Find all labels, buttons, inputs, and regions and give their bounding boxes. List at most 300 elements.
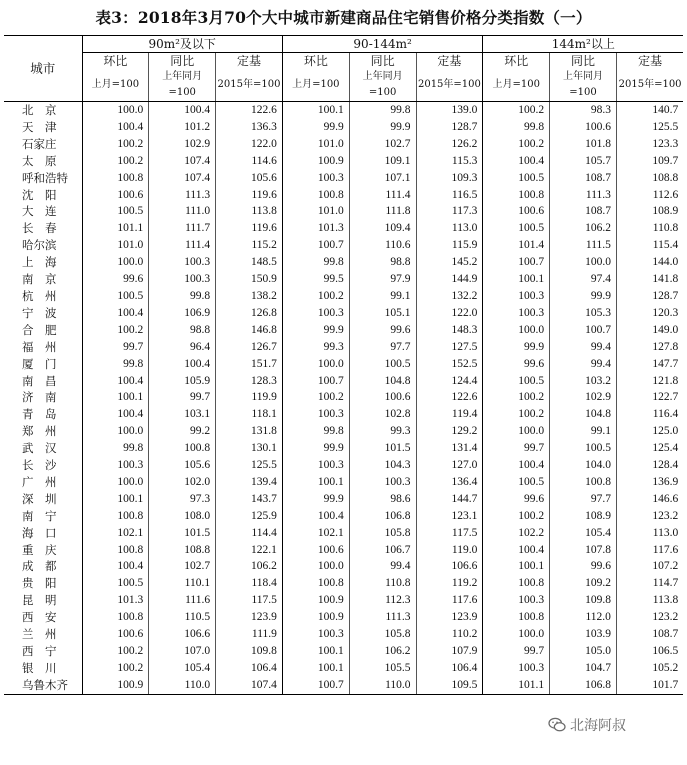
index-value: 107.8 [550, 542, 617, 559]
index-value: 123.1 [416, 508, 483, 525]
index-value: 118.1 [216, 406, 283, 423]
city-name: 北 京 [22, 103, 57, 117]
index-value: 150.9 [216, 271, 283, 288]
table-row [4, 373, 683, 390]
index-value: 101.2 [149, 119, 216, 136]
index-value: 131.8 [216, 423, 283, 440]
index-value: 100.0 [483, 322, 550, 339]
index-value: 152.5 [416, 356, 483, 373]
index-value: 100.5 [550, 440, 617, 457]
index-value: 128.4 [616, 457, 683, 474]
index-value: 138.2 [216, 288, 283, 305]
index-value: 102.8 [349, 406, 416, 423]
index-value: 117.6 [416, 592, 483, 609]
index-value: 125.5 [616, 119, 683, 136]
index-value: 100.8 [82, 542, 149, 559]
index-value: 99.1 [349, 288, 416, 305]
index-value: 100.2 [483, 136, 550, 153]
index-value: 102.1 [82, 525, 149, 542]
index-value: 111.4 [349, 187, 416, 204]
index-value: 110.0 [349, 677, 416, 694]
index-value: 112.0 [550, 609, 617, 626]
index-value: 119.4 [416, 406, 483, 423]
index-value: 136.9 [616, 474, 683, 491]
city-name: 厦 门 [22, 356, 57, 371]
table-row [4, 592, 683, 609]
index-value: 98.8 [349, 254, 416, 271]
index-value: 110.1 [149, 575, 216, 592]
index-value: 108.8 [616, 170, 683, 187]
city-name: 哈尔滨 [22, 238, 57, 253]
index-value: 100.3 [483, 660, 550, 677]
table-row [4, 203, 683, 220]
city-name: 银 川 [22, 660, 57, 675]
index-value: 101.8 [550, 136, 617, 153]
index-value: 139.4 [216, 474, 283, 491]
index-value: 128.3 [216, 373, 283, 390]
index-value: 144.9 [416, 271, 483, 288]
index-value: 108.7 [550, 203, 617, 220]
index-value: 96.4 [149, 339, 216, 356]
index-value: 100.7 [282, 373, 349, 390]
index-value: 111.4 [149, 237, 216, 254]
index-value: 103.2 [550, 373, 617, 390]
index-value: 101.0 [82, 237, 149, 254]
index-value: 101.1 [82, 220, 149, 237]
index-value: 106.2 [550, 220, 617, 237]
index-value: 123.9 [216, 609, 283, 626]
table-row [4, 288, 683, 305]
index-value: 126.8 [216, 305, 283, 322]
index-value: 98.3 [550, 102, 617, 119]
index-value: 105.9 [149, 373, 216, 390]
index-value: 100.9 [282, 592, 349, 609]
index-value: 127.5 [416, 339, 483, 356]
table-row [4, 474, 683, 491]
index-value: 128.7 [616, 288, 683, 305]
index-value: 100.3 [149, 271, 216, 288]
table-body [4, 102, 683, 695]
index-value: 100.3 [349, 474, 416, 491]
index-value: 146.6 [616, 491, 683, 508]
index-value: 108.8 [149, 542, 216, 559]
index-value: 112.3 [349, 592, 416, 609]
city-name: 深 圳 [22, 491, 57, 506]
city-name: 宁 波 [22, 305, 57, 320]
index-value: 99.8 [82, 356, 149, 373]
index-value: 115.3 [416, 153, 483, 170]
city-name: 南 宁 [22, 508, 57, 523]
subcol-header: 同比 [349, 53, 416, 70]
index-value: 117.5 [216, 592, 283, 609]
index-value: 136.3 [216, 119, 283, 136]
index-value: 100.3 [149, 254, 216, 271]
index-value: 101.4 [483, 237, 550, 254]
index-value: 99.9 [282, 119, 349, 136]
index-value: 141.8 [616, 271, 683, 288]
index-value: 99.6 [483, 356, 550, 373]
index-value: 99.8 [483, 119, 550, 136]
index-value: 100.7 [282, 677, 349, 694]
index-value: 112.6 [616, 187, 683, 204]
index-value: 97.7 [349, 339, 416, 356]
index-value: 100.1 [282, 102, 349, 119]
index-value: 100.5 [483, 170, 550, 187]
index-value: 148.5 [216, 254, 283, 271]
index-value: 100.8 [483, 609, 550, 626]
index-value: 100.2 [82, 322, 149, 339]
index-value: 110.5 [149, 609, 216, 626]
index-value: 100.2 [483, 406, 550, 423]
subcol-header: 同比 [149, 53, 216, 70]
city-name: 海 口 [22, 525, 57, 540]
index-value: 123.2 [616, 508, 683, 525]
index-value: 125.9 [216, 508, 283, 525]
index-value: 105.2 [616, 660, 683, 677]
index-value: 100.3 [483, 592, 550, 609]
index-value: 100.9 [82, 677, 149, 694]
table-row [4, 220, 683, 237]
base-header: 上年同月=100 [149, 69, 216, 102]
city-name: 西 宁 [22, 644, 57, 658]
index-value: 99.6 [483, 491, 550, 508]
index-value: 126.2 [416, 136, 483, 153]
index-value: 101.1 [483, 677, 550, 694]
index-value: 99.8 [349, 102, 416, 119]
index-value: 100.3 [82, 457, 149, 474]
index-value: 109.8 [216, 643, 283, 660]
index-value: 125.0 [616, 423, 683, 440]
index-value: 107.4 [149, 153, 216, 170]
index-value: 105.6 [149, 457, 216, 474]
index-value: 113.0 [616, 525, 683, 542]
index-value: 143.7 [216, 491, 283, 508]
index-value: 110.2 [416, 626, 483, 643]
subcol-header: 定基 [216, 53, 283, 70]
base-header: 上月=100 [483, 69, 550, 102]
index-value: 122.1 [216, 542, 283, 559]
index-value: 109.3 [416, 170, 483, 187]
index-value: 119.0 [416, 542, 483, 559]
city-name: 上 海 [22, 255, 57, 270]
index-value: 140.7 [616, 102, 683, 119]
index-value: 100.1 [282, 643, 349, 660]
index-value: 100.3 [483, 305, 550, 322]
index-value: 100.8 [550, 474, 617, 491]
city-name: 青 岛 [22, 407, 57, 422]
table-row [4, 406, 683, 423]
index-value: 119.6 [216, 187, 283, 204]
index-value: 109.5 [416, 677, 483, 694]
city-name: 合 肥 [22, 322, 57, 337]
city-name: 西 安 [22, 610, 57, 625]
index-value: 99.6 [550, 558, 617, 575]
index-value: 100.4 [82, 406, 149, 423]
table-row [4, 643, 683, 660]
base-header: 上月=100 [82, 69, 149, 102]
index-value: 100.3 [282, 626, 349, 643]
table-row [4, 153, 683, 170]
index-value: 100.2 [82, 153, 149, 170]
index-value: 105.0 [550, 643, 617, 660]
index-value: 100.6 [82, 187, 149, 204]
index-value: 120.3 [616, 305, 683, 322]
city-name: 石家庄 [22, 136, 57, 151]
city-name: 天 津 [22, 119, 57, 134]
table-row [4, 170, 683, 187]
index-value: 99.1 [550, 423, 617, 440]
city-name: 呼和浩特 [22, 170, 68, 185]
index-value: 99.8 [282, 423, 349, 440]
index-value: 100.2 [282, 288, 349, 305]
index-value: 100.6 [282, 542, 349, 559]
index-value: 113.0 [416, 220, 483, 237]
index-value: 100.4 [282, 508, 349, 525]
index-value: 107.0 [149, 643, 216, 660]
index-value: 117.3 [416, 203, 483, 220]
index-value: 109.1 [349, 153, 416, 170]
index-value: 99.6 [82, 271, 149, 288]
index-value: 111.7 [149, 220, 216, 237]
city-name: 沈 阳 [22, 187, 57, 202]
subcol-header: 定基 [416, 53, 483, 70]
index-value: 100.7 [483, 254, 550, 271]
index-value: 111.5 [550, 237, 617, 254]
index-value: 100.5 [82, 203, 149, 220]
index-value: 111.3 [349, 609, 416, 626]
index-value: 115.9 [416, 237, 483, 254]
index-value: 100.0 [483, 626, 550, 643]
index-value: 100.2 [483, 389, 550, 406]
index-value: 100.0 [82, 254, 149, 271]
index-value: 100.8 [483, 575, 550, 592]
index-value: 108.9 [550, 508, 617, 525]
index-value: 99.3 [349, 423, 416, 440]
index-value: 103.9 [550, 626, 617, 643]
index-value: 108.7 [550, 170, 617, 187]
table-row [4, 440, 683, 457]
index-value: 130.1 [216, 440, 283, 457]
index-value: 100.1 [483, 558, 550, 575]
index-value: 100.4 [149, 102, 216, 119]
index-value: 99.5 [282, 271, 349, 288]
index-value: 100.1 [282, 660, 349, 677]
index-value: 105.8 [349, 626, 416, 643]
index-value: 128.7 [416, 119, 483, 136]
index-value: 99.7 [149, 389, 216, 406]
index-value: 97.4 [550, 271, 617, 288]
index-value: 136.4 [416, 474, 483, 491]
city-name: 济 南 [22, 390, 57, 405]
index-value: 106.6 [416, 558, 483, 575]
index-value: 109.8 [550, 592, 617, 609]
index-value: 100.8 [82, 609, 149, 626]
index-value: 107.9 [416, 643, 483, 660]
index-value: 132.2 [416, 288, 483, 305]
table-row [4, 356, 683, 373]
index-value: 102.7 [349, 136, 416, 153]
index-value: 102.2 [483, 525, 550, 542]
table-row [4, 119, 683, 136]
table-title: 表3：2018年3月70个大中城市新建商品住宅销售价格分类指数（一） [95, 8, 592, 27]
index-value: 99.7 [483, 440, 550, 457]
index-value: 105.3 [550, 305, 617, 322]
index-value: 100.4 [483, 153, 550, 170]
index-value: 100.6 [550, 119, 617, 136]
city-name: 南 京 [22, 272, 57, 287]
index-value: 122.6 [216, 102, 283, 119]
index-value: 116.4 [616, 406, 683, 423]
index-value: 97.7 [550, 491, 617, 508]
index-value: 100.5 [483, 373, 550, 390]
index-value: 111.3 [550, 187, 617, 204]
index-value: 100.2 [483, 102, 550, 119]
index-value: 148.3 [416, 322, 483, 339]
index-value: 100.1 [483, 271, 550, 288]
index-value: 100.8 [82, 508, 149, 525]
index-value: 101.0 [282, 203, 349, 220]
index-value: 100.7 [282, 237, 349, 254]
index-value: 101.3 [82, 592, 149, 609]
index-value: 99.8 [149, 288, 216, 305]
city-name: 大 连 [22, 204, 57, 219]
subcol-header: 同比 [550, 53, 617, 70]
index-value: 101.3 [282, 220, 349, 237]
index-value: 147.7 [616, 356, 683, 373]
index-value: 118.4 [216, 575, 283, 592]
index-value: 111.9 [216, 626, 283, 643]
watermark [548, 715, 626, 735]
city-name: 乌鲁木齐 [4, 677, 82, 694]
watermark-text: 北海阿叔 [570, 718, 626, 734]
city-name: 杭 州 [22, 288, 57, 303]
index-value: 100.0 [82, 102, 149, 119]
index-value: 106.4 [216, 660, 283, 677]
index-value: 100.0 [550, 254, 617, 271]
index-value: 108.0 [149, 508, 216, 525]
index-value: 100.4 [82, 373, 149, 390]
index-value: 111.3 [149, 187, 216, 204]
base-header: 2015年=100 [216, 69, 283, 102]
index-value: 114.7 [616, 575, 683, 592]
index-value: 100.8 [82, 170, 149, 187]
index-value: 106.5 [616, 643, 683, 660]
index-value: 119.6 [216, 220, 283, 237]
index-value: 100.7 [550, 322, 617, 339]
index-value: 131.4 [416, 440, 483, 457]
index-value: 107.4 [216, 677, 283, 694]
index-value: 101.7 [616, 677, 683, 694]
index-value: 145.2 [416, 254, 483, 271]
index-value: 106.6 [149, 626, 216, 643]
index-value: 106.2 [216, 558, 283, 575]
table-row [4, 491, 683, 508]
table-row [4, 575, 683, 592]
index-value: 110.8 [616, 220, 683, 237]
base-header: 上年同月=100 [550, 69, 617, 102]
table-row [4, 609, 683, 626]
index-value: 100.5 [483, 474, 550, 491]
index-value: 100.2 [82, 136, 149, 153]
index-value: 105.5 [349, 660, 416, 677]
index-value: 117.5 [416, 525, 483, 542]
index-value: 106.7 [349, 542, 416, 559]
index-value: 103.1 [149, 406, 216, 423]
index-value: 100.8 [149, 440, 216, 457]
index-value: 100.8 [282, 575, 349, 592]
index-value: 100.5 [82, 288, 149, 305]
index-value: 114.6 [216, 153, 283, 170]
price-index-table [4, 35, 683, 695]
index-value: 98.8 [149, 322, 216, 339]
index-value: 105.8 [349, 525, 416, 542]
index-value: 122.7 [616, 389, 683, 406]
table-row [4, 558, 683, 575]
table-row [4, 136, 683, 153]
index-value: 117.6 [616, 542, 683, 559]
table-row [4, 102, 683, 119]
base-header: 2015年=100 [416, 69, 483, 102]
index-value: 108.7 [616, 626, 683, 643]
table-row [4, 322, 683, 339]
group-header-large: 144m²以上 [483, 36, 683, 53]
index-value: 110.8 [349, 575, 416, 592]
index-value: 100.2 [82, 643, 149, 660]
index-value: 99.3 [282, 339, 349, 356]
index-value: 100.4 [82, 558, 149, 575]
index-value: 99.9 [282, 491, 349, 508]
index-value: 100.0 [282, 356, 349, 373]
index-value: 123.2 [616, 609, 683, 626]
index-value: 111.6 [149, 592, 216, 609]
index-value: 100.5 [82, 575, 149, 592]
index-value: 100.5 [483, 220, 550, 237]
index-value: 113.8 [616, 592, 683, 609]
index-value: 109.4 [349, 220, 416, 237]
index-value: 104.0 [550, 457, 617, 474]
index-value: 97.3 [149, 491, 216, 508]
index-value: 100.4 [483, 457, 550, 474]
index-value: 100.2 [82, 660, 149, 677]
index-value: 106.8 [349, 508, 416, 525]
index-value: 100.1 [82, 491, 149, 508]
table-row [4, 271, 683, 288]
index-value: 100.9 [282, 609, 349, 626]
index-value: 105.1 [349, 305, 416, 322]
index-value: 106.4 [416, 660, 483, 677]
index-value: 99.2 [149, 423, 216, 440]
index-value: 106.8 [550, 677, 617, 694]
index-value: 105.4 [550, 525, 617, 542]
index-value: 113.8 [216, 203, 283, 220]
index-value: 111.0 [149, 203, 216, 220]
index-value: 99.9 [483, 339, 550, 356]
group-header-medium: 90-144m² [282, 36, 482, 53]
index-value: 100.4 [82, 119, 149, 136]
index-value: 99.9 [282, 440, 349, 457]
table-row [4, 389, 683, 406]
index-value: 99.6 [349, 322, 416, 339]
table-row [4, 677, 683, 694]
index-value: 100.0 [82, 423, 149, 440]
subcol-header: 环比 [82, 53, 149, 70]
index-value: 129.2 [416, 423, 483, 440]
city-name: 南 昌 [22, 373, 57, 388]
table-row [4, 508, 683, 525]
index-value: 105.7 [550, 153, 617, 170]
index-value: 139.0 [416, 102, 483, 119]
index-value: 151.7 [216, 356, 283, 373]
